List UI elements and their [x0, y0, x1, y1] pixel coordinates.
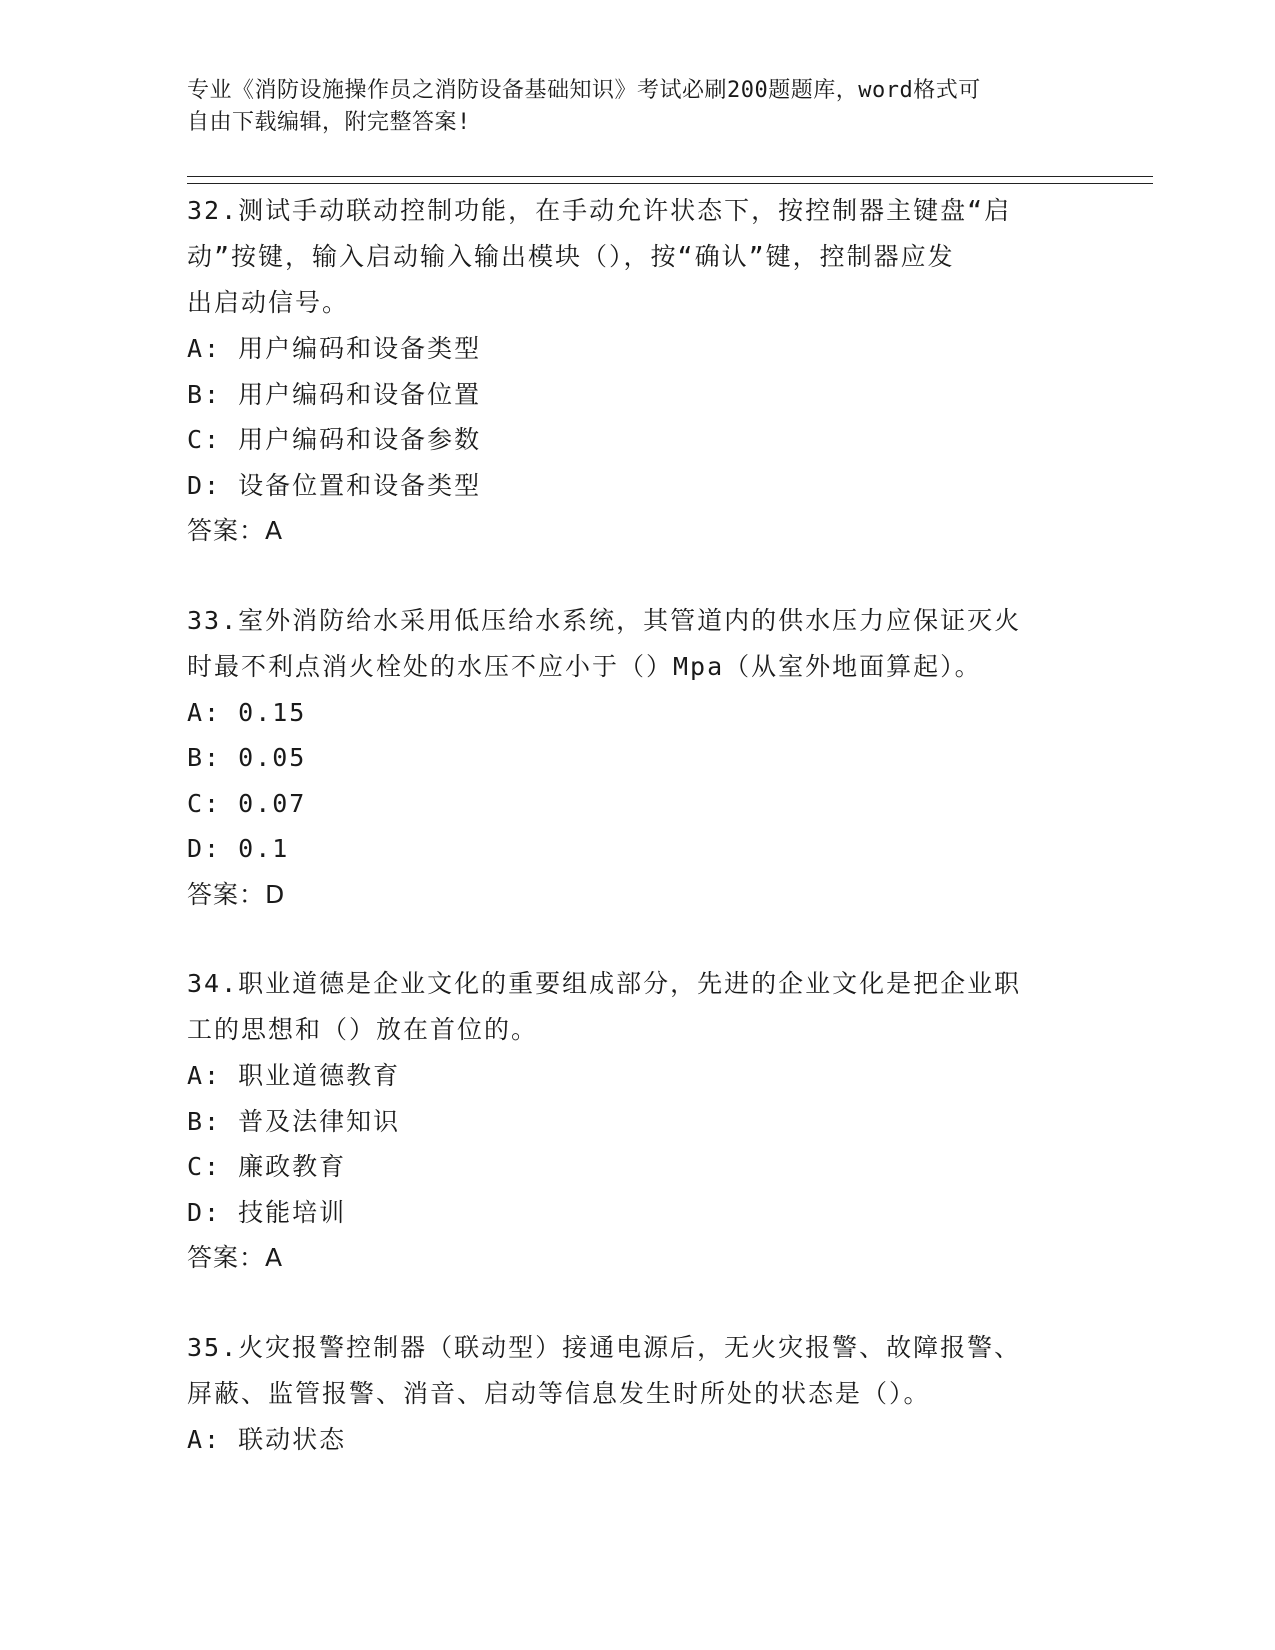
question-33	[187, 598, 1087, 918]
question-stem-line: 出启动信号。	[187, 288, 350, 317]
question-list	[187, 188, 1087, 1506]
option-d: D: 设备位置和设备类型	[187, 470, 482, 500]
option-d: D: 技能培训	[187, 1197, 347, 1227]
option-b: B: 普及法律知识	[187, 1106, 401, 1136]
option-b: B: 用户编码和设备位置	[187, 379, 482, 409]
answer-line: 答案：A	[187, 1243, 284, 1272]
question-stem-line: 35.火灾报警控制器（联动型）接通电源后，无火灾报警、故障报警、	[187, 1332, 1022, 1362]
option-a: A: 0.15	[187, 697, 307, 727]
option-a: A: 职业道德教育	[187, 1061, 401, 1090]
header-line-1: 专业《消防设施操作员之消防设备基础知识》考试必刷200题题库，word格式可	[187, 78, 981, 103]
answer-line: 答案：A	[187, 516, 284, 545]
header-divider-top	[187, 176, 1153, 177]
option-b: B: 0.05	[187, 743, 307, 772]
header-line-2: 自由下载编辑，附完整答案!	[187, 110, 471, 135]
answer-line: 答案：D	[187, 879, 286, 909]
question-stem-line: 33.室外消防给水采用低压给水系统，其管道内的供水压力应保证灭火	[187, 605, 1022, 635]
question-stem-line: 34.职业道德是企业文化的重要组成部分，先进的企业文化是把企业职	[187, 969, 1022, 998]
question-34	[187, 961, 1087, 1281]
option-c: C: 用户编码和设备参数	[187, 425, 482, 454]
question-stem-line: 动”按键，输入启动输入输出模块（），按“确认”键，控制器应发	[187, 242, 955, 271]
option-c: C: 廉政教育	[187, 1152, 347, 1181]
question-stem-line: 32.测试手动联动控制功能，在手动允许状态下，按控制器主键盘“启	[187, 196, 1012, 225]
question-stem-line: 时最不利点消火栓处的水压不应小于（）Mpa（从室外地面算起）。	[187, 651, 982, 681]
question-32	[187, 188, 1087, 554]
question-stem-line: 工的思想和（）放在首位的。	[187, 1015, 539, 1044]
option-a: A: 用户编码和设备类型	[187, 334, 482, 363]
question-35	[187, 1325, 1087, 1463]
header-divider-bottom	[187, 183, 1153, 184]
document-header	[187, 75, 1067, 139]
option-a: A: 联动状态	[187, 1424, 347, 1454]
option-c: C: 0.07	[187, 788, 307, 818]
option-d: D: 0.1	[187, 834, 290, 863]
question-stem-line: 屏蔽、监管报警、消音、启动等信息发生时所处的状态是（）。	[187, 1378, 931, 1408]
